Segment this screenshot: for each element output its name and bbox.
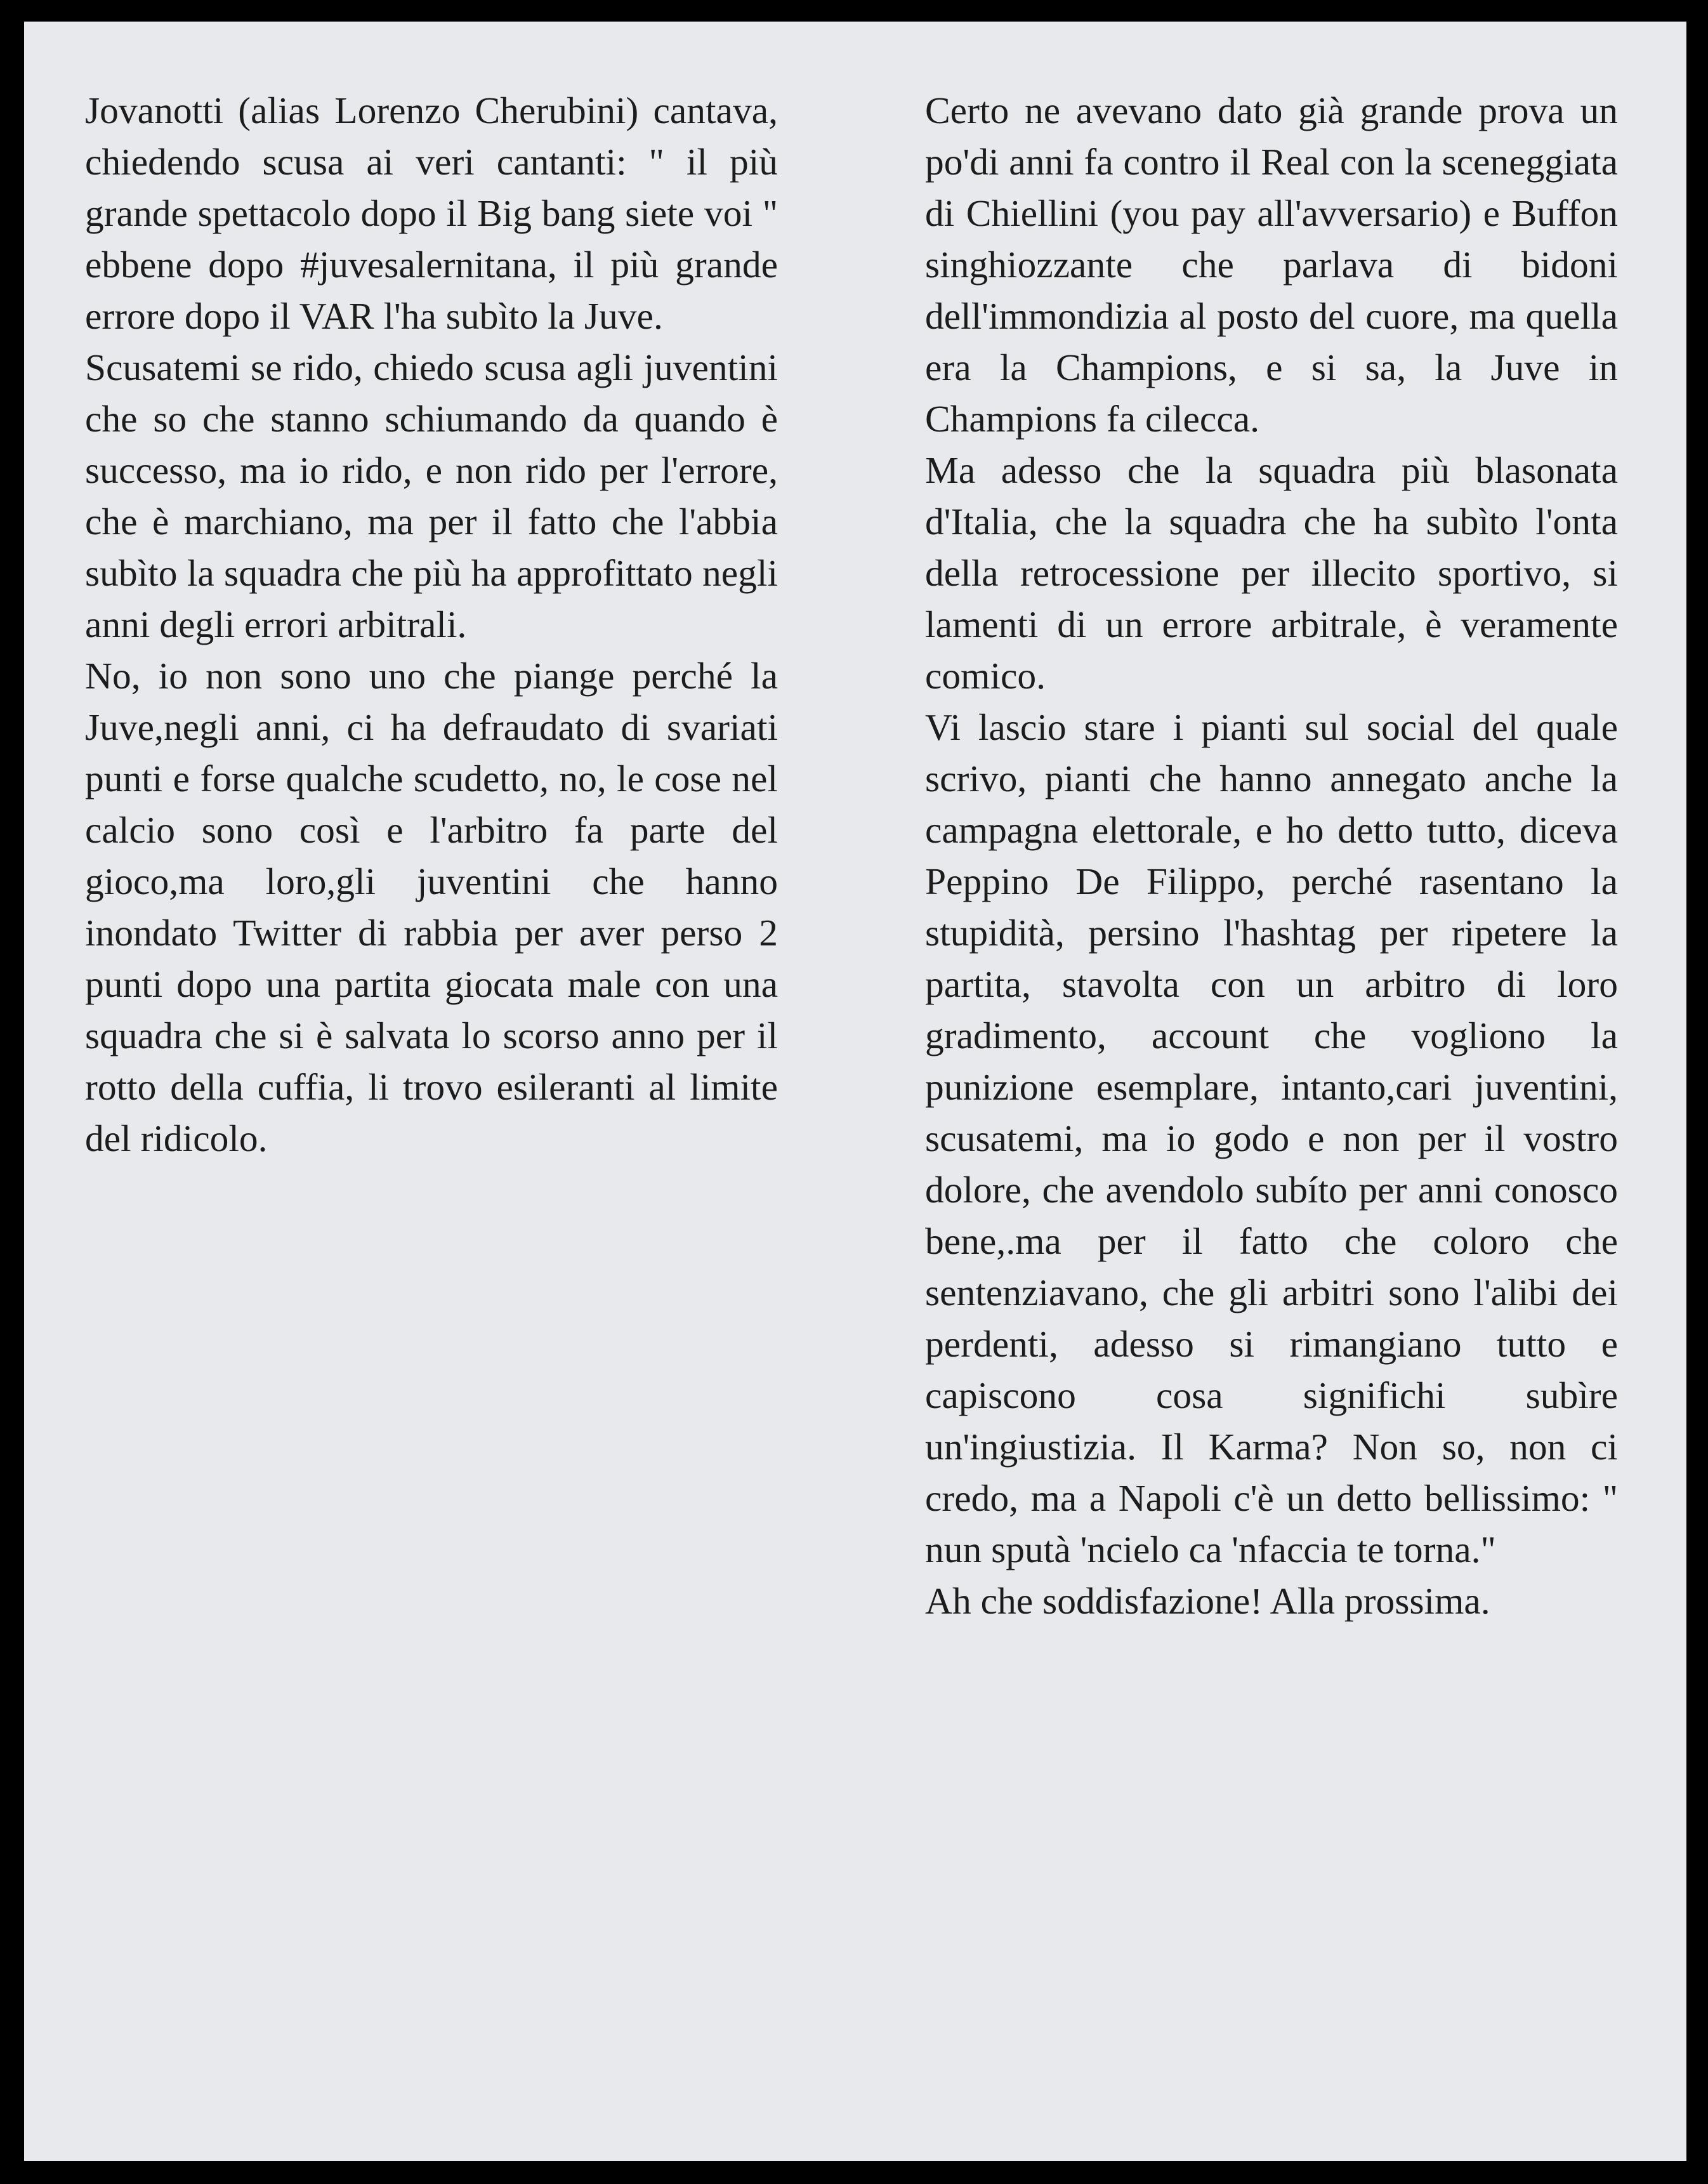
document-page [24,22,1686,2161]
paragraph-no-io-non-sono: No, io non sono uno che piange perché la Juve,negli anni, ci ha defraudato di svariati punti e forse qualche scudetto, no, le cose nel calcio sono così e l'arbitro fa parte del gioco,ma loro,gli juventini che hanno inondato Twitter di rabbia per aver perso 2 punti dopo una partita giocata male con una squadra che si è salvata lo scorso anno per il rotto della cuffia, li trovo esileranti al limite del ridicolo. [85,655,778,1159]
paragraph-vi-lascio: Vi lascio stare i pianti sul social del quale scrivo, pianti che hanno annegato anche la campagna elettorale, e ho detto tutto, diceva Peppino De Filippo, perché rasentano la stupidità, persino l'hashtag per ripetere la partita, stavolta con un arbitro di loro gradimento, account che vogliono la punizione esemplare, intanto,cari juventini, scusatemi, ma io godo e non per il vostro dolore, che avendolo subíto per anni conosco bene,.ma per il fatto che coloro che sentenziavano, che gli arbitri sono l'alibi dei perdenti, adesso si rimangiano tutto e capiscono cosa significhi subìre un'ingiustizia. Il Karma? Non so, non ci credo, ma a Napoli c'è un detto bellissimo: " nun sputà 'ncielo ca 'nfaccia te torna." [925,706,1618,1570]
paragraph-certo: Certo ne avevano dato già grande prova un po'di anni fa contro il Real con la sceneggiata di Chiellini (you pay all'avversario) e Buffon singhiozzante che parlava di bidoni dell'immondizia al posto del cuore, ma quella era la Champions, e si sa, la Juve in Champions fa cilecca. [925,89,1618,440]
right-text-column [925,85,1618,1627]
paragraph-ma-adesso: Ma adesso che la squadra più blasonata d'Italia, che la squadra che ha subìto l'onta della retrocessione per illecito sportivo, si lamenti di un errore arbitrale, è veramente comico. [925,449,1618,697]
paragraph-scusatemi: Scusatemi se rido, chiedo scusa agli juventini che so che stanno schiumando da quando è successo, ma io rido, e non rido per l'errore, che è marchiano, ma per il fatto che l'abbia subìto la squadra che più ha approfittato negli anni degli errori arbitrali. [85,346,778,645]
paragraph-jovanotti: Jovanotti (alias Lorenzo Cherubini) cantava, chiedendo scusa ai veri cantanti: " il più grande spettacolo dopo il Big bang siete voi " ebbene dopo #juvesalernitana, il più grande errore dopo il VAR l'ha subìto la Juve. [85,89,778,337]
left-text-column [85,85,778,1164]
paragraph-closing: Ah che soddisfazione! Alla prossima. [925,1580,1490,1622]
